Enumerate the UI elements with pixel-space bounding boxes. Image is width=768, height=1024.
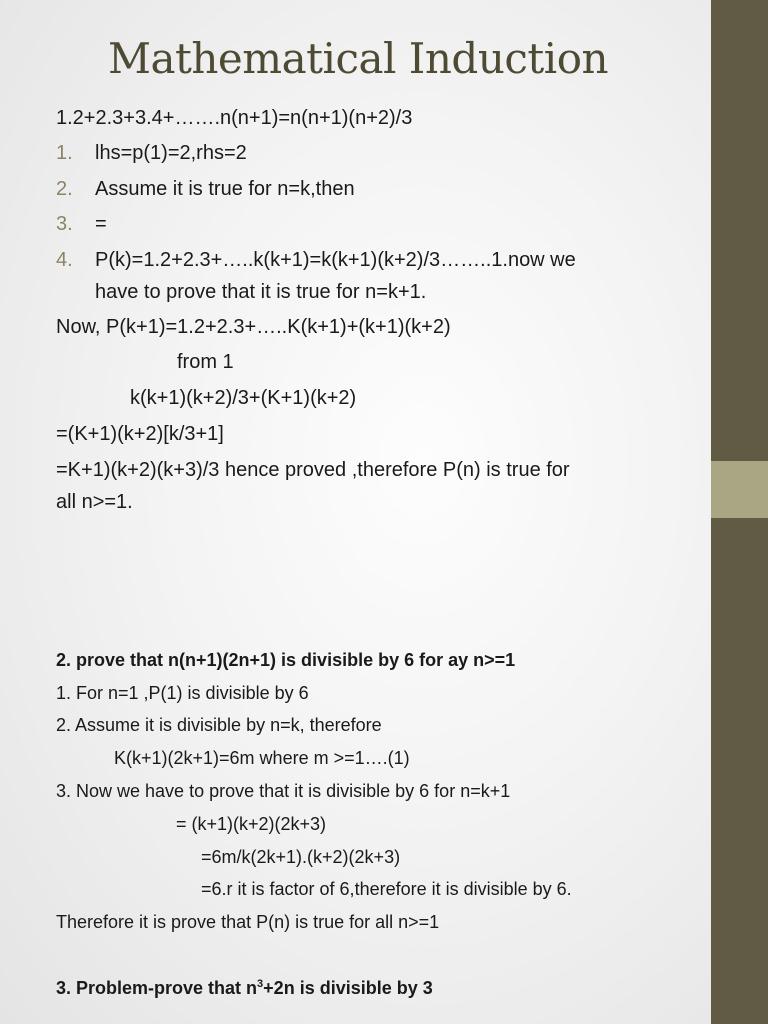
list-item-4-continuation: have to prove that it is true for n=k+1. xyxy=(95,281,427,303)
conclusion-line-1: =K+1)(k+2)(k+3)/3 hence proved ,therefore P(n) is true for xyxy=(56,459,570,481)
section2-step-2: 2. Assume it is divisible by n=k, therefore xyxy=(56,715,382,735)
section2-step-1: 1. For n=1 ,P(1) is divisible by 6 xyxy=(56,683,309,703)
section2-conclusion: Therefore it is prove that P(n) is true for all n>=1 xyxy=(56,912,440,932)
list-marker-2: 2. xyxy=(56,178,73,200)
now-line: Now, P(k+1)=1.2+2.3+…..K(k+1)+(k+1)(k+2) xyxy=(56,316,451,338)
section3-heading xyxy=(56,975,433,1001)
section3-heading-part-1: 3. Problem-prove that n xyxy=(56,978,258,998)
factor-line: =(K+1)(k+2)[k/3+1] xyxy=(56,423,224,445)
section2-step-3-equation-1: = (k+1)(k+2)(2k+3) xyxy=(176,814,327,834)
from-line: from 1 xyxy=(177,351,234,373)
conclusion-line-2: all n>=1. xyxy=(56,491,133,513)
statement-line: 1.2+2.3+3.4+…….n(n+1)=n(n+1)(n+2)/3 xyxy=(56,107,413,129)
section2-step-3-equation-3: =6.r it is factor of 6,therefore it is divisible by 6. xyxy=(201,879,572,899)
list-item-3: = xyxy=(95,213,107,235)
section2-heading: 2. prove that n(n+1)(2n+1) is divisible by 6 for ay n>=1 xyxy=(56,650,516,670)
section2-step-3: 3. Now we have to prove that it is divisible by 6 for n=k+1 xyxy=(56,781,511,801)
list-item-2: Assume it is true for n=k,then xyxy=(95,178,355,200)
list-marker-3: 3. xyxy=(56,213,73,235)
sidebar-accent-block xyxy=(711,461,768,518)
section3-heading-part-2: +2n is divisible by 3 xyxy=(263,978,433,998)
list-item-1: lhs=p(1)=2,rhs=2 xyxy=(95,142,247,164)
list-marker-4: 4. xyxy=(56,249,73,271)
section2-step-2-equation: K(k+1)(2k+1)=6m where m >=1….(1) xyxy=(114,748,410,768)
step-line: k(k+1)(k+2)/3+(K+1)(k+2) xyxy=(130,387,357,409)
slide-title: Mathematical Induction xyxy=(107,34,609,83)
section3-heading-superscript: 3 xyxy=(257,978,264,990)
list-marker-1: 1. xyxy=(56,142,73,164)
section2-step-3-equation-2: =6m/k(2k+1).(k+2)(2k+3) xyxy=(201,847,401,867)
list-item-4: P(k)=1.2+2.3+…..k(k+1)=k(k+1)(k+2)/3……..1.now we xyxy=(95,249,576,271)
